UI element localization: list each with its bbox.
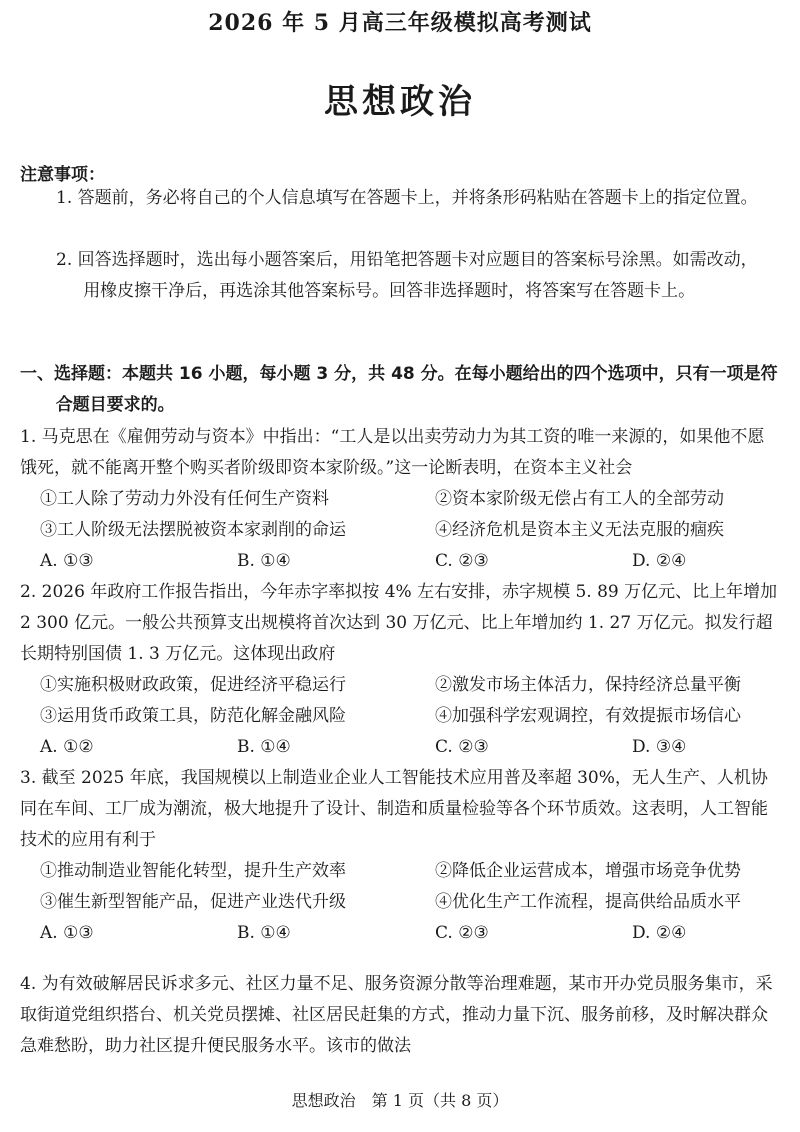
option-2: ②资本家阶级无偿占有工人的全部劳动 <box>435 489 724 509</box>
option-row <box>40 701 780 732</box>
answer-a: A. ①② <box>40 737 94 757</box>
answer-b: B. ①④ <box>237 923 291 943</box>
option-row <box>40 856 780 887</box>
option-2: ②降低企业运营成本，增强市场竞争优势 <box>435 861 741 881</box>
option-4: ④优化生产工作流程，提高供给品质水平 <box>435 892 741 912</box>
option-4: ④经济危机是资本主义无法克服的痼疾 <box>435 520 724 540</box>
option-row <box>40 515 780 546</box>
notice-item: 1. 答题前，务必将自己的个人信息填写在答题卡上，并将条形码粘贴在答题卡上的指定位置。 <box>56 188 758 208</box>
notice-item: 2. 回答选择题时，选出每小题答案后，用铅笔把答题卡对应题目的答案标号涂黑。如需改动，用橡皮擦干净后，再选涂其他答案标号。回答非选择题时，将答案写在答题卡上。 <box>56 250 758 301</box>
answer-d: D. ②④ <box>632 923 687 943</box>
answer-a: A. ①③ <box>40 923 94 943</box>
notice-heading: 注意事项： <box>20 165 105 185</box>
question-stem: 3. 截至 2025 年底，我国规模以上制造业企业人工智能技术应用普及率超 30%，无人生产、人机协同在车间、工厂成为潮流，极大地提升了设计、制造和质量检验等各个环节质效。这表明，人工智能技术的应用有利于 <box>20 768 768 850</box>
answer-b: B. ①④ <box>237 551 291 571</box>
answer-row <box>40 546 780 577</box>
answer-d: D. ③④ <box>632 737 687 757</box>
exam-title: 2026 年 5 月高三年级模拟高考测试 <box>208 10 592 36</box>
question-stem: 1. 马克思在《雇佣劳动与资本》中指出：“工人是以出卖劳动力为其工资的唯一来源的，如果他不愿饿死，就不能离开整个购买者阶级即资本家阶级。”这一论断表明，在资本主义社会 <box>20 427 765 478</box>
answer-row <box>40 732 780 763</box>
option-1: ①推动制造业智能化转型，提升生产效率 <box>40 861 346 881</box>
option-row <box>40 484 780 515</box>
question-stem: 4. 为有效破解居民诉求多元、社区力量不足、服务资源分散等治理难题，某市开办党员服务集市，采取街道党组织搭台、机关党员摆摊、社区居民赶集的方式，推动力量下沉、服务前移，及时解决群众急难愁盼，助力社区提升便民服务水平。该市的做法 <box>20 974 773 1056</box>
answer-d: D. ②④ <box>632 551 687 571</box>
page-footer: 思想政治 第 1 页（共 8 页） <box>291 1091 509 1110</box>
answer-a: A. ①③ <box>40 551 94 571</box>
option-3: ③运用货币政策工具，防范化解金融风险 <box>40 706 346 726</box>
answer-row <box>40 918 780 949</box>
option-row <box>40 670 780 701</box>
option-1: ①实施积极财政政策，促进经济平稳运行 <box>40 675 346 695</box>
option-1: ①工人除了劳动力外没有任何生产资料 <box>40 489 329 509</box>
answer-c: C. ②③ <box>435 923 489 943</box>
option-2: ②激发市场主体活力，保持经济总量平衡 <box>435 675 741 695</box>
option-3: ③催生新型智能产品，促进产业迭代升级 <box>40 892 346 912</box>
option-4: ④加强科学宏观调控，有效提振市场信心 <box>435 706 741 726</box>
answer-b: B. ①④ <box>237 737 291 757</box>
option-row <box>40 887 780 918</box>
answer-c: C. ②③ <box>435 551 489 571</box>
option-3: ③工人阶级无法摆脱被资本家剥削的命运 <box>40 520 346 540</box>
section-heading: 一、选择题：本题共 16 小题，每小题 3 分，共 48 分。在每小题给出的四个选项中，只有一项是符合题目要求的。 <box>20 364 778 415</box>
question-stem: 2. 2026 年政府工作报告指出，今年赤字率拟按 4% 左右安排，赤字规模 5. 89 万亿元、比上年增加 2 300 亿元。一般公共预算支出规模将首次达到 30 万亿元、比上年增加约 1. 27 万亿元。拟发行超长期特别国债 1. 3 万亿元。这体现出政府 <box>20 582 778 664</box>
subject-title: 思想政治 <box>324 82 476 122</box>
answer-c: C. ②③ <box>435 737 489 757</box>
